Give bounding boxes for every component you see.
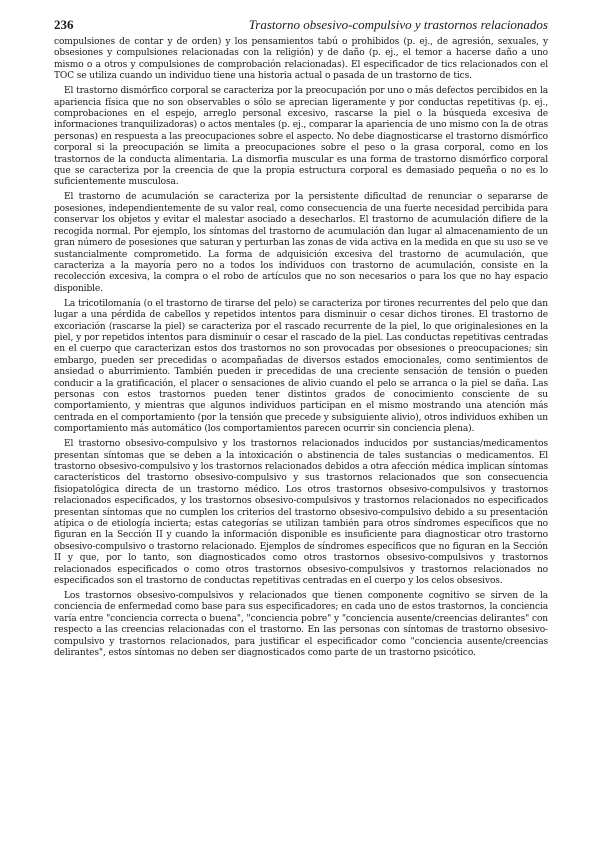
body-text	[54, 37, 548, 663]
paragraph-body-dysmorphic: El trastorno dismórfico corporal se caracteriza por la preocupación por uno o más defectos percibidos en la apariencia física que no son observables o sólo se aprecian ligeramente y por conductas repetitivas (p. ej., comprobaciones en el espejo, arreglo personal excesivo, rascarse la piel o la búsqueda excesiva de informaciones tranquilizadoras) o actos mentales (p. ej., comparar la apariencia de uno mismo con la de otras personas) en respuesta a las preocupaciones sobre el aspecto. No debe diagnosticarse el trastorno dismórfico corporal si la preocupación se limita a preocupaciones sobre el peso o la grasa corporal, como en los trastornos de la conducta alimentaria. La dismorfia muscular es una forma de trastorno dismórfico corporal que se caracteriza por la creencia de que la propia estructura corporal es demasiado pequeña o no es lo suficientemente musculosa.	[54, 86, 548, 188]
page-header	[54, 17, 548, 33]
paragraph-continuation: compulsiones de contar y de orden) y los pensamientos tabú o prohibidos (p. ej., de agresión, sexuales, y obsesiones y compulsiones relacionadas con la religión) y de daño (p. ej., el temor a hacerse daño a uno mismo o a otros y compulsiones de comprobación relacionadas). El especificador de tics relacionados con el TOC se utiliza cuando un individuo tiene una historia actual o pasada de un trastorno de tics.	[54, 37, 548, 82]
running-title: Trastorno obsesivo-compulsivo y trastornos relacionados	[248, 17, 548, 32]
paragraph-substance-induced: El trastorno obsesivo-compulsivo y los trastornos relacionados inducidos por sustancias/medicamentos presentan síntomas que se deben a la intoxicación o abstinencia de tales sustancias o medicamentos. El trastorno obsesivo-compulsivo y los trastornos relacionados debidos a otra afección médica implican síntomas característicos del trastorno obsesivo-compulsivo y sus trastornos relacionados que son consecuencia fisiopatológica directa de un trastorno médico. Los otros trastornos obsesivo-compulsivos y trastornos relacionados especificados, y los trastornos obsesivo-compulsivos y trastornos relacionados no especificados presentan síntomas que no cumplen los criterios del trastorno obsesivo-compulsivo debido a su presentación atípica o de etiología incierta; estas categorías se utilizan también para otros síndromes específicos que no figuran en la Sección II y cuando la información disponible es insuficiente para diagnosticar otro trastorno obsesivo-compulsivo o trastorno relacionado. Ejemplos de síndromes específicos que no figuran en la Sección II y que, por lo tanto, son diagnosticados como otros trastornos obsesivo-compulsivos y trastornos relacionados especificados o como otros trastornos obsesivo-compulsivos y trastornos relacionados no especificados son el trastorno de conductas repetitivas centradas en el cuerpo y los celos obsesivos.	[54, 439, 548, 587]
paragraph-insight-specifiers: Los trastornos obsesivo-compulsivos y relacionados que tienen componente cognitivo se sirven de la conciencia de enfermedad como base para sus especificadores; en cada uno de estos trastornos, la conciencia varía entre "conciencia correcta o buena", "conciencia pobre" y "conciencia ausente/creencias delirantes" con respecto a las creencias relacionadas con el trastorno. En las personas con síntomas de trastorno obsesivo-compulsivo y trastornos relacionados, para justificar el especificador como "conciencia ausente/creencias delirantes", estos síntomas no deben ser diagnosticados como parte de un trastorno psicótico.	[54, 591, 548, 659]
paragraph-hoarding: El trastorno de acumulación se caracteriza por la persistente dificultad de renunciar o separarse de posesiones, independientemente de su valor real, como consecuencia de una fuerte necesidad percibida para conservar los objetos y evitar el malestar asociado a desecharlos. El trastorno de acumulación difiere de la recogida normal. Por ejemplo, los síntomas del trastorno de acumulación dan lugar al almacenamiento de un gran número de posesiones que saturan y perturban las zonas de vida activa en la medida en que su uso se ve sustancialmente comprometido. La forma de adquisición excesiva del trastorno de acumulación, que caracteriza a la mayoría pero no a todos los individuos con trastorno de acumulación, consiste en la recolección excesiva, la compra o el robo de artículos que no son necesarios o para los que no hay espacio disponible.	[54, 192, 548, 294]
page-number: 236	[54, 17, 74, 32]
paragraph-trichotillomania: La tricotilomanía (o el trastorno de tirarse del pelo) se caracteriza por tirones recurrentes del pelo que dan lugar a una pérdida de cabellos y repetidos intentos para disminuir o cesar dichos tirones. El trastorno de excoriación (rascarse la piel) se caracteriza por el rascado recurrente de la piel, lo que originalesiones en la piel, y por repetidos intentos para disminuir o cesar el rascado de la piel. Las conductas repetitivas centradas en el cuerpo que caracterizan estos dos trastornos no son provocadas por obsesiones o preocupaciones; sin embargo, pueden ser precedidas o acompañadas de diversos estados emocionales, como sentimientos de ansiedad o aburrimiento. También pueden ir precedidas de una creciente sensación de tensión o pueden conducir a la gratificación, el placer o sensaciones de alivio cuando el pelo se arranca o la piel se daña. Las personas con estos trastornos pueden tener distintos grados de conocimiento consciente de su comportamiento, y mientras que algunos individuos participan en el mismo mostrando una atención más centrada en el comportamiento (por la tensión que precede y subsiguiente alivio), otros individuos exhiben un comportamiento más automático (los comportamientos parecen ocurrir sin conciencia plena).	[54, 298, 548, 435]
